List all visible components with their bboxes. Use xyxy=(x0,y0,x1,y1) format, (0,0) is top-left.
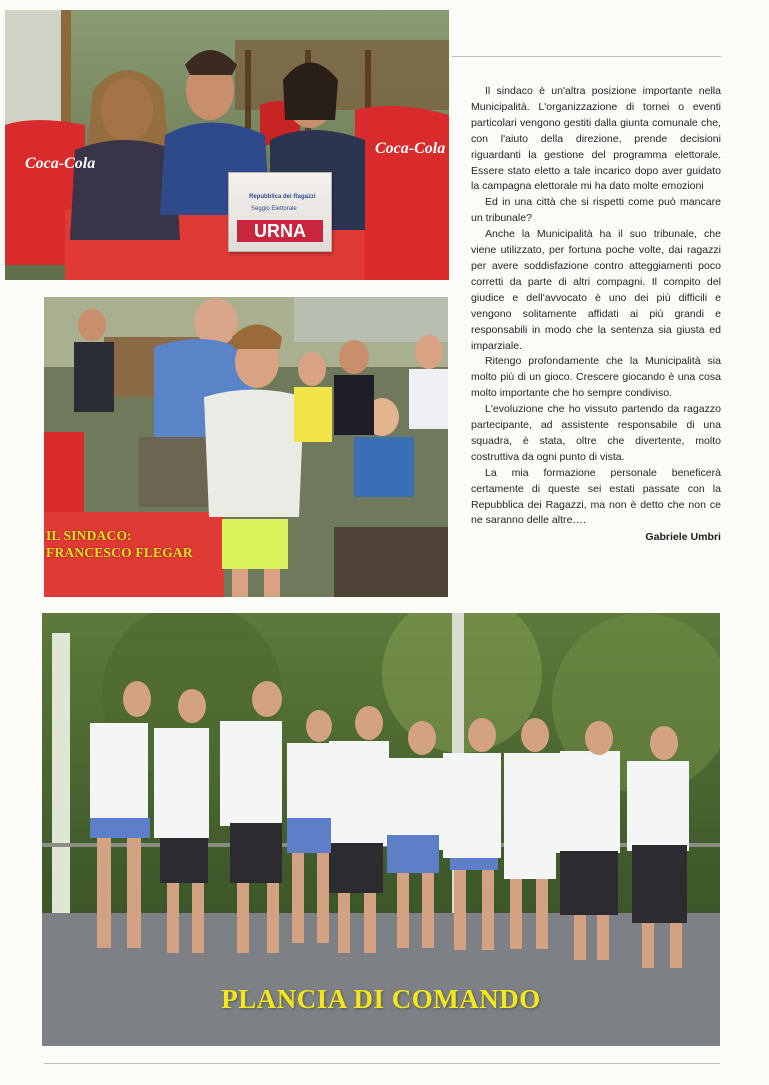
chair-logo-left: Coca-Cola xyxy=(25,155,96,172)
caption-mayor-line1: IL SINDACO: xyxy=(46,528,132,543)
ballot-box-sub: Seggio Elettorale xyxy=(251,206,297,212)
article-paragraph: L'evoluzione che ho vissuto partendo da ragazzo partecipante, ad assistente responsabile di una squadra, è stata, oltre che divertente, molto costruttiva da ogni punto di vista. xyxy=(471,403,721,463)
article-paragraph: Ritengo profondamente che la Municipalità sia molto più di un gioco. Crescere giocando è una cosa molto importante che ho sempre condiviso. xyxy=(471,355,721,400)
caption-mayor-line2: FRANCESCO FLEGAR xyxy=(46,545,193,560)
article-body xyxy=(471,84,721,546)
ballot-box-org: Repubblica dei Ragazzi xyxy=(249,194,316,200)
article-paragraph: Il sindaco è un'altra posizione importante nella Municipalità. L'organizzazione di tornei o eventi particolari vengono gestiti dalla giunta comunale che, con l'aiuto della direzione, prende decisioni riguardanti la gestione del programma elettorale. Essere stato eletto a tale incarico dopo aver guidato la campagna elettorale mi ha dato molte emozioni xyxy=(471,85,721,193)
article-paragraph: Ed in una città che si rispetti come può mancare un tribunale? xyxy=(471,196,721,225)
ballot-box-label: URNA xyxy=(237,220,323,242)
divider-bottom xyxy=(44,1063,720,1064)
article-signature: Gabriele Umbri xyxy=(645,531,721,544)
photo-group-command xyxy=(42,613,720,1046)
caption-mayor xyxy=(46,527,193,561)
chair-logo-right: Coca-Cola xyxy=(375,140,446,157)
photo-election-booth xyxy=(5,10,449,280)
divider-top xyxy=(452,56,721,57)
ballot-box xyxy=(228,172,332,252)
article-paragraph: Anche la Municipalità ha il suo tribunale, che viene utilizzato, per fortuna poche volte, dai ragazzi per avere soddisfazione contro atteggiamenti poco corretti da parte di altri compagni. Il compito del giudice e dell'avvocato è uno dei più difficili e vengono solitamente affidati ai più grandi e responsabili in modo che la sentenza sia giusta ed imparziale. xyxy=(471,228,721,352)
photo-mayor xyxy=(44,297,448,597)
article-paragraph: La mia formazione personale beneficerà certamente di queste sei estati passate con la Repubblica dei Ragazzi, ma non è detto che non ce ne saranno delle altre…. xyxy=(471,466,721,527)
caption-command-deck: PLANCIA DI COMANDO xyxy=(221,984,541,1014)
